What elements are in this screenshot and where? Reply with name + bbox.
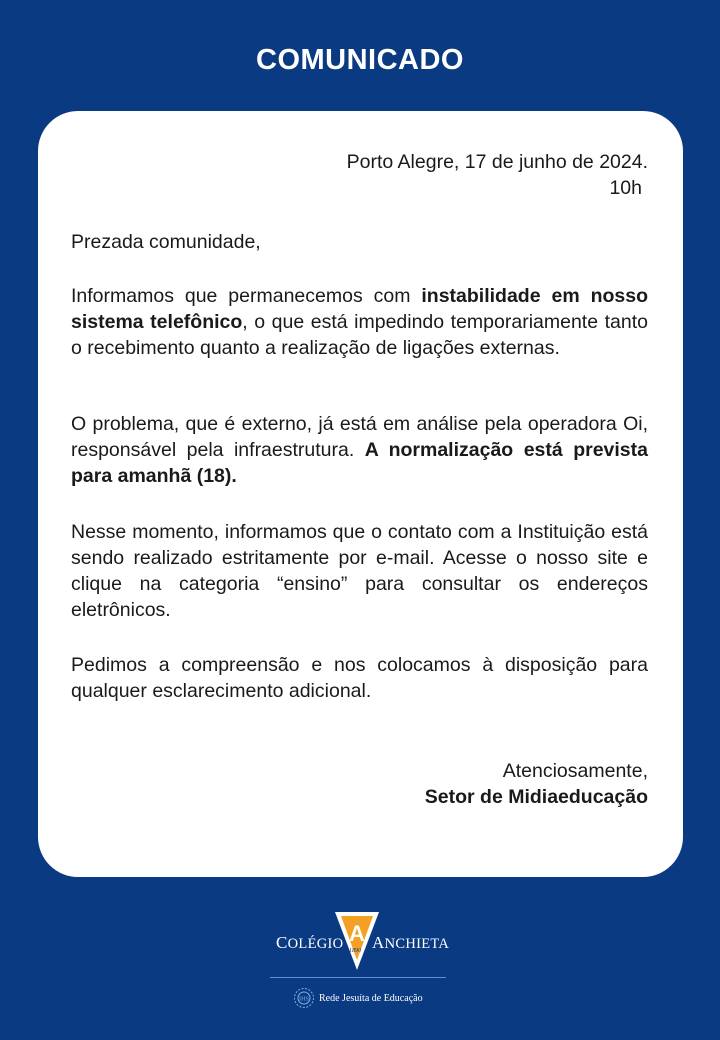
paragraph-1-highlight: instabilidade em nosso sistema telefônico (71, 285, 648, 333)
paragraph-1-text-c: , o que está impedindo temporariamente tanto o recebimento quanto a realização de ligações externas. (71, 311, 648, 359)
letter-greeting: Prezada comunidade, (71, 231, 261, 253)
letter-closing: Atenciosamente, (502, 760, 648, 782)
network-label: Rede Jesuíta de Educação (319, 992, 423, 1004)
logo-year: 1890 (349, 948, 361, 954)
page-title: COMUNICADO (256, 44, 464, 76)
paragraph-1 (71, 283, 648, 361)
footer-divider (270, 977, 446, 978)
paragraph-4: Pedimos a compreensão e nos colocamos à disposição para qualquer esclarecimento adicional. (71, 654, 648, 702)
paragraph-3: Nesse momento, informamos que o contato com a Instituição está sendo realizado estritamente por e-mail. Acesse o nosso site e clique na categoria “ensino” para consultar os endereços eletrônicos. (71, 521, 648, 621)
sender-name: Setor de Midiaeducação (424, 786, 648, 808)
school-logo (270, 908, 450, 978)
sun-seal-icon (293, 987, 315, 1009)
svg-text:A: A (349, 921, 365, 946)
paragraph-2-text-a: O problema, que é externo, já está em análise pela operadora Oi, responsável pela infraestrutura. (71, 413, 648, 461)
network-logo (293, 987, 423, 1009)
logo-name-left: COLÉGIO (276, 933, 344, 952)
paragraph-2-highlight: A normalização está prevista para amanhã (18). (71, 439, 648, 487)
letter-time: 10h (609, 177, 642, 199)
logo-name-right: ANCHIETA (372, 933, 450, 952)
paragraph-2 (71, 411, 648, 489)
letter-card (38, 111, 683, 877)
svg-text:IHS: IHS (299, 996, 309, 1003)
paragraph-1-text-a: Informamos que permanecemos com (71, 285, 422, 307)
letter-sender (71, 784, 648, 810)
letter-date: Porto Alegre, 17 de junho de 2024. (346, 151, 648, 173)
